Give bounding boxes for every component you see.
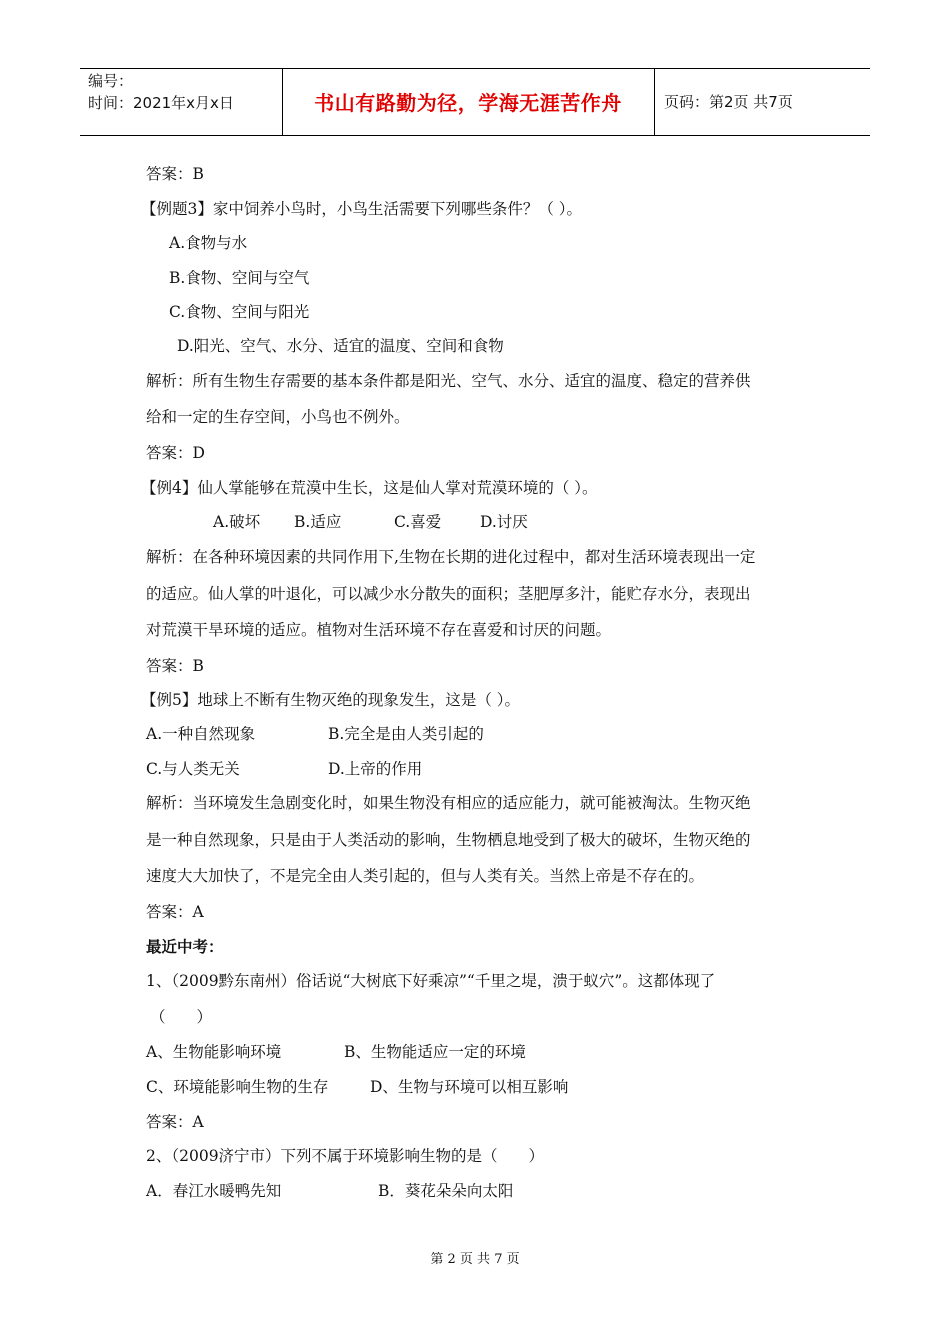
question1-paren: （ ） xyxy=(150,1008,213,1026)
question1-option-b: B、生物能适应一定的环境 xyxy=(344,1043,526,1061)
example5-answer: 答案：A xyxy=(146,903,204,921)
example3-option-c: C.食物、空间与阳光 xyxy=(169,303,310,321)
recent-exams-title: 最近中考： xyxy=(146,938,224,956)
header-number: 编号： xyxy=(88,72,134,90)
example3-option-d: D.阳光、空气、水分、适宜的温度、空间和食物 xyxy=(177,337,504,355)
example4-option-c: C.喜爱 xyxy=(394,513,442,531)
example4-option-d: D.讨厌 xyxy=(480,513,528,531)
example3-explanation-1: 解析：所有生物生存需要的基本条件都是阳光、空气、水分、适宜的温度、稳定的营养供 xyxy=(146,372,751,390)
example3-answer: 答案：D xyxy=(146,444,205,462)
example4-explanation-3: 对荒漠干旱环境的适应。植物对生活环境不存在喜爱和讨厌的问题。 xyxy=(146,621,612,639)
question1-option-c: C、环境能影响生物的生存 xyxy=(146,1078,329,1096)
example5-explanation-2: 是一种自然现象，只是由于人类活动的影响，生物栖息地受到了极大的破坏，生物灭绝的 xyxy=(146,831,751,849)
question1-option-d: D、生物与环境可以相互影响 xyxy=(370,1078,569,1096)
example4-question: 【例4】仙人掌能够在荒漠中生长，这是仙人掌对荒漠环境的（ ）。 xyxy=(141,479,598,497)
example5-explanation-3: 速度大大加快了，不是完全由人类引起的，但与人类有关。当然上帝是不存在的。 xyxy=(146,867,705,885)
header-divider-right xyxy=(654,68,655,135)
header-meta xyxy=(88,70,234,114)
header-date: 时间：2021年x月x日 xyxy=(88,94,234,112)
example5-question: 【例5】地球上不断有生物灭绝的现象发生，这是（ ）。 xyxy=(141,691,521,709)
header-motto: 书山有路勤为径，学海无涯苦作舟 xyxy=(314,91,622,115)
question1-text: 1、（2009黔东南州）俗话说“大树底下好乘凉”“千里之堤，溃于蚁穴”。这都体现了 xyxy=(146,972,716,990)
example4-option-b: B.适应 xyxy=(294,513,342,531)
example4-explanation-2: 的适应。仙人掌的叶退化，可以减少水分散失的面积；茎肥厚多汁，能贮存水分，表现出 xyxy=(146,585,751,603)
example4-answer: 答案：B xyxy=(146,657,204,675)
page-footer: 第 2 页 共 7 页 xyxy=(430,1252,520,1267)
example5-option-c: C.与人类无关 xyxy=(146,760,240,778)
question2-option-b: B．葵花朵朵向太阳 xyxy=(378,1182,514,1200)
question2-option-a: A．春江水暖鸭先知 xyxy=(146,1182,282,1200)
example3-option-a: A.食物与水 xyxy=(169,234,248,252)
question1-option-a: A、生物能影响环境 xyxy=(146,1043,282,1061)
example3-option-b: B.食物、空间与空气 xyxy=(169,269,310,287)
question1-answer: 答案：A xyxy=(146,1113,204,1131)
example3-question: 【例题3】家中饲养小鸟时，小鸟生活需要下列哪些条件？（ ）。 xyxy=(141,200,583,218)
example5-option-b: B.完全是由人类引起的 xyxy=(328,725,484,743)
answer-line: 答案：B xyxy=(146,165,204,183)
example5-option-a: A.一种自然现象 xyxy=(146,725,256,743)
header-page-info: 页码：第2页 共7页 xyxy=(664,93,793,111)
question2-text: 2、（2009济宁市）下列不属于环境影响生物的是（ ） xyxy=(146,1147,545,1165)
example5-explanation-1: 解析：当环境发生急剧变化时，如果生物没有相应的适应能力，就可能被淘汰。生物灭绝 xyxy=(146,794,751,812)
example3-explanation-2: 给和一定的生存空间，小鸟也不例外。 xyxy=(146,408,410,426)
header-border-bottom xyxy=(80,135,870,136)
example4-explanation-1: 解析：在各种环境因素的共同作用下,生物在长期的进化过程中，都对生活环境表现出一定 xyxy=(146,548,756,566)
example5-option-d: D.上帝的作用 xyxy=(328,760,423,778)
example4-option-a: A.破坏 xyxy=(213,513,261,531)
